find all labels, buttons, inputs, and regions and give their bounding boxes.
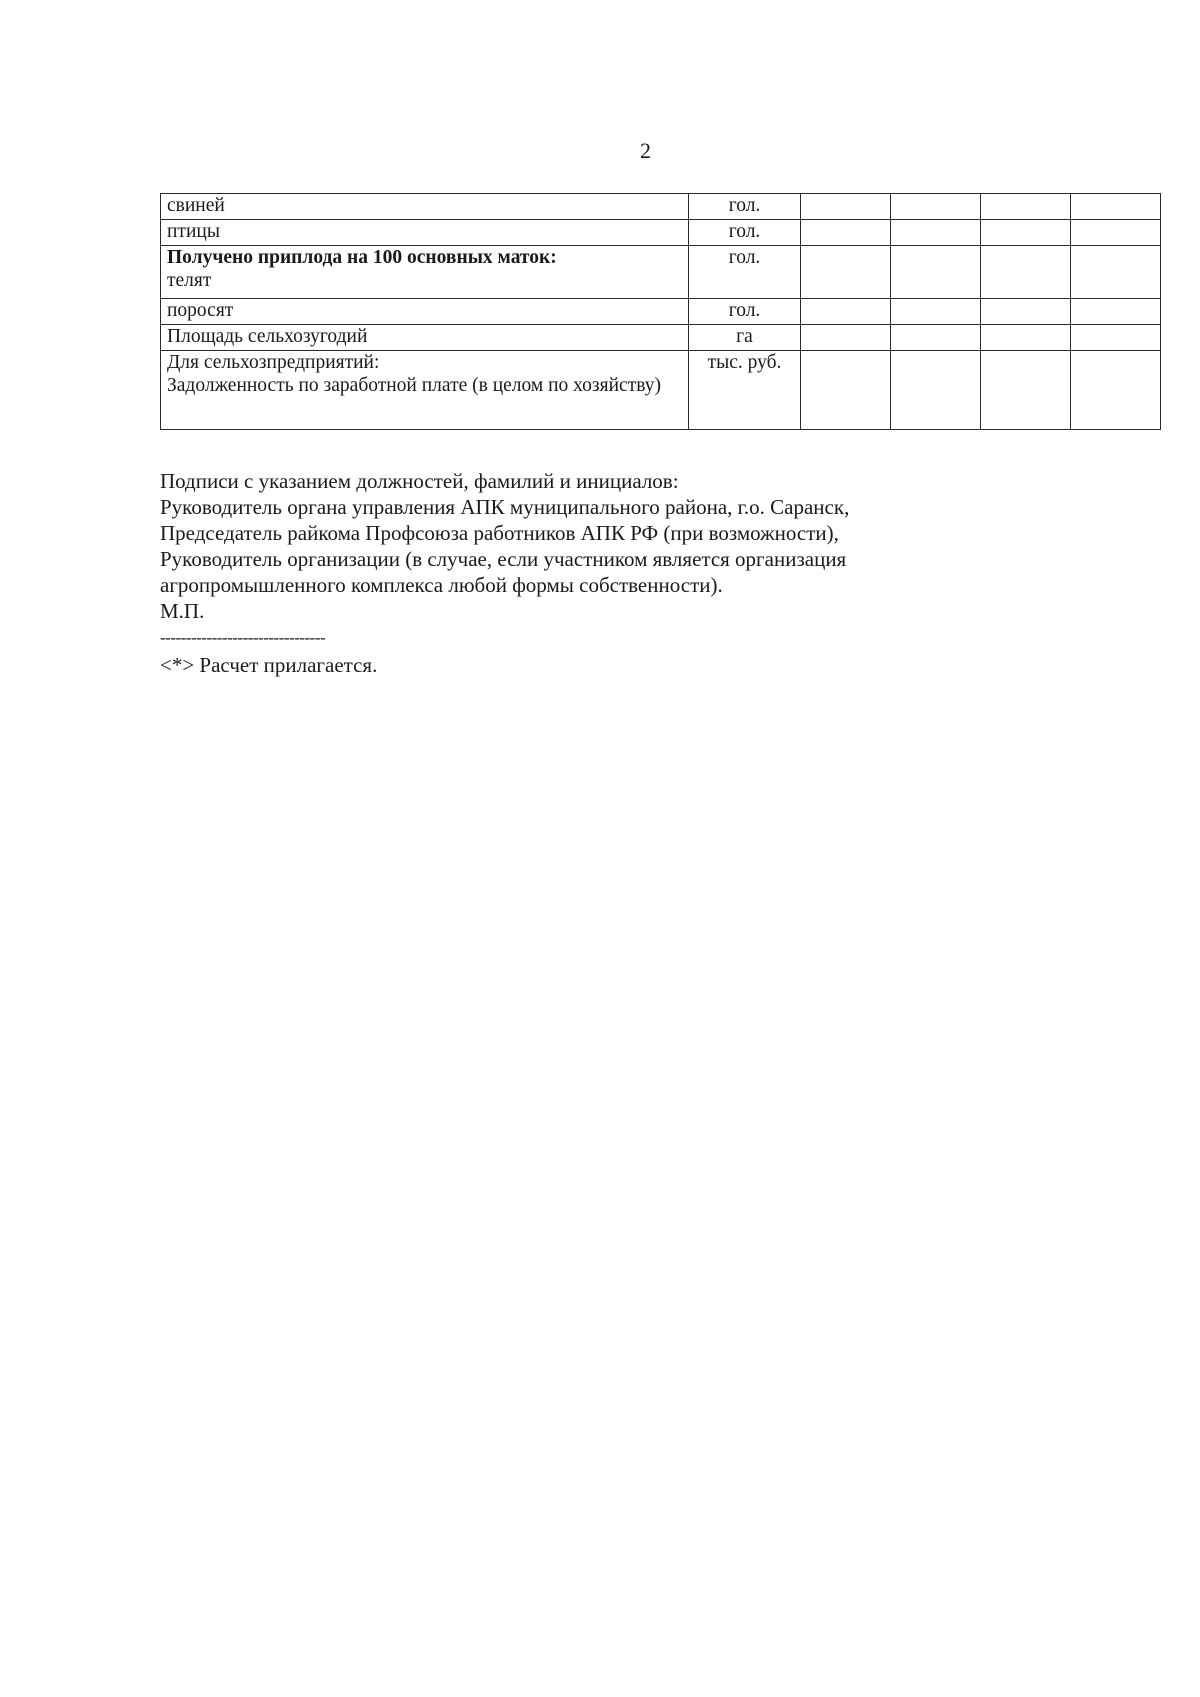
value-cell [891, 325, 981, 351]
value-cell [891, 194, 981, 220]
value-cell [801, 299, 891, 325]
table-row [161, 325, 1161, 351]
table-row [161, 299, 1161, 325]
row-unit: гол. [689, 194, 801, 220]
table-row [161, 194, 1161, 220]
row-unit: гол. [689, 220, 801, 246]
table-row [161, 246, 1161, 299]
stamp-place-label: М.П. [160, 599, 205, 623]
footnote: <*> Расчет прилагается. [160, 653, 378, 677]
value-cell [981, 325, 1071, 351]
row-label: свиней [161, 194, 689, 220]
signature-line: Подписи с указанием должностей, фамилий и инициалов: [160, 469, 679, 493]
value-cell [1071, 325, 1161, 351]
data-table [160, 193, 1161, 430]
value-cell [981, 299, 1071, 325]
page-number: 2 [640, 138, 651, 163]
row-label: Задолженность по заработной плате (в целом по хозяйству) [167, 375, 661, 396]
value-cell [981, 194, 1071, 220]
row-unit: гол. [689, 246, 801, 299]
row-label: птицы [161, 220, 689, 246]
value-cell [801, 194, 891, 220]
table-row [161, 351, 1161, 430]
signature-line: Руководитель органа управления АПК муниципального района, г.о. Саранск, [160, 495, 850, 519]
value-cell [891, 351, 981, 430]
value-cell [1071, 351, 1161, 430]
value-cell [891, 246, 981, 299]
row-unit: гол. [689, 299, 801, 325]
value-cell [891, 220, 981, 246]
signature-block [160, 468, 980, 624]
value-cell [981, 246, 1071, 299]
row-unit: тыс. руб. [689, 351, 801, 430]
table-row [161, 220, 1161, 246]
value-cell [801, 351, 891, 430]
value-cell [801, 325, 891, 351]
value-cell [801, 220, 891, 246]
row-label-cell [161, 351, 689, 430]
signature-line: агропромышленного комплекса любой формы собственности). [160, 573, 723, 597]
row-label: Площадь сельхозугодий [161, 325, 689, 351]
signature-line: Председатель райкома Профсоюза работников АПК РФ (при возможности), [160, 521, 839, 545]
value-cell [801, 246, 891, 299]
value-cell [1071, 246, 1161, 299]
value-cell [1071, 220, 1161, 246]
row-heading: Для сельхозпредприятий: [167, 352, 380, 373]
value-cell [981, 351, 1071, 430]
value-cell [891, 299, 981, 325]
row-label: телят [167, 270, 212, 291]
row-unit: га [689, 325, 801, 351]
row-heading: Получено приплода на 100 основных маток: [167, 247, 557, 268]
value-cell [1071, 299, 1161, 325]
row-label-cell [161, 246, 689, 299]
footnote-separator: -------------------------------- [160, 628, 326, 647]
value-cell [1071, 194, 1161, 220]
value-cell [981, 220, 1071, 246]
row-label: поросят [161, 299, 689, 325]
signature-line: Руководитель организации (в случае, если участником является организация [160, 547, 847, 571]
